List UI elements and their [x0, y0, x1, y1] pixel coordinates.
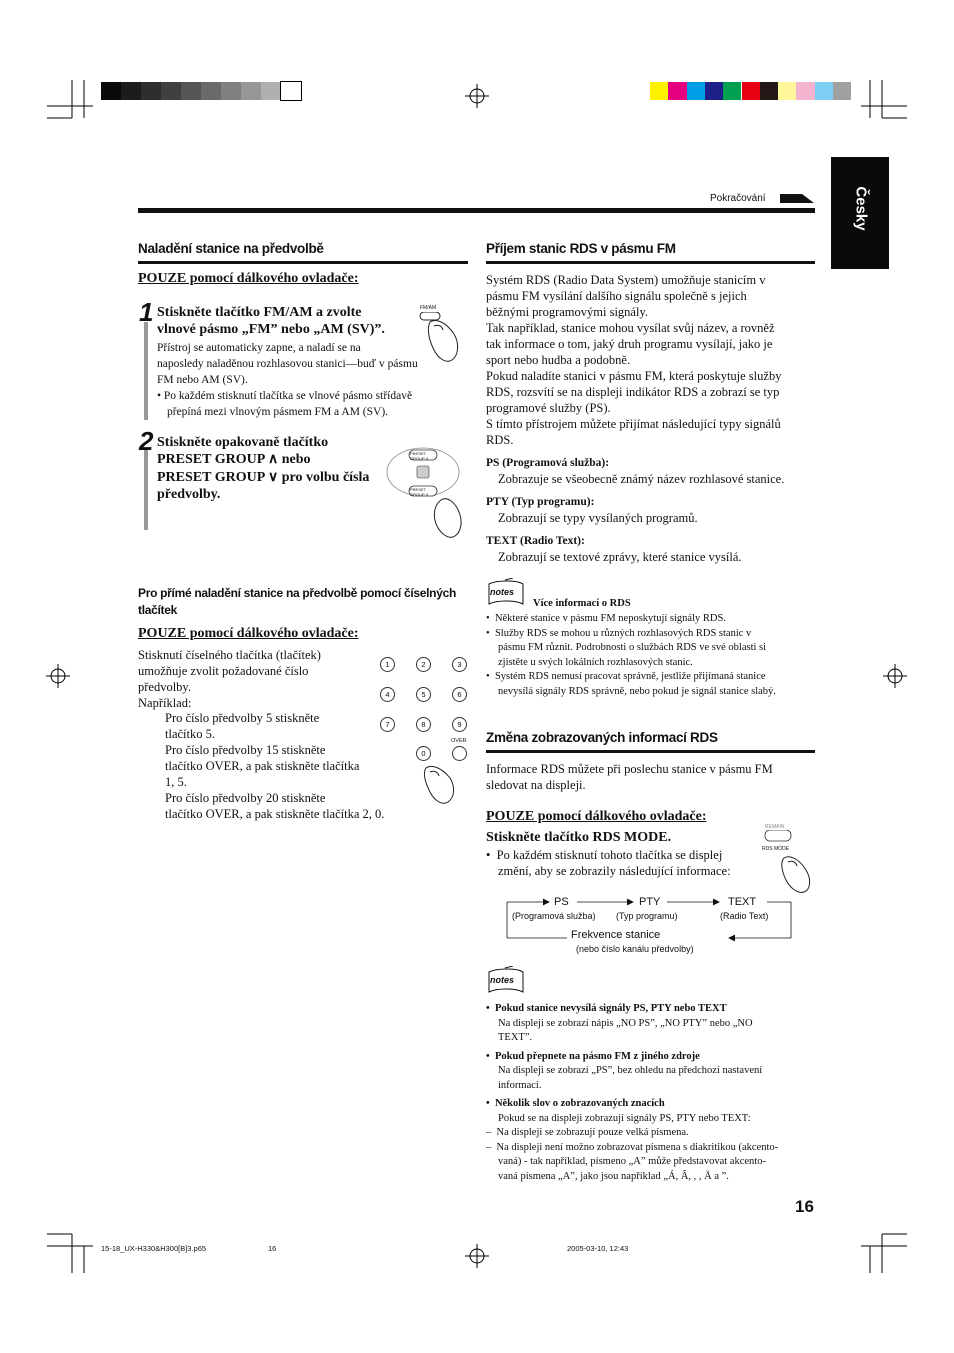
step1-bullet-line2: přepíná mezi vlnovým pásmem FM a AM (SV). — [167, 406, 389, 418]
direct-heading-line2: tlačítek — [138, 603, 177, 617]
notes2-line: Na displeji se zobrazí nápis „NO PS”, „NO PTY” nebo „NO — [498, 1017, 753, 1029]
over-key — [452, 746, 467, 761]
ps-term: PS (Programová služba): — [486, 457, 610, 469]
step1-title-line1: Stiskněte tlačítko FM/AM a zvolte — [157, 305, 362, 320]
step-number-1: 1 — [139, 297, 154, 327]
flow-freq: Frekvence stanice — [571, 929, 661, 941]
color-swatch — [141, 82, 161, 100]
color-swatch — [815, 82, 833, 100]
example-line: tlačítko 5. — [165, 727, 215, 741]
direct-body-line: umožňuje zvolit požadované číslo — [138, 664, 309, 678]
number-key-2: 2 — [416, 657, 431, 672]
notes2-line: Na displeji se zobrazí „PS”, bez ohledu na předchozí nastavení — [498, 1065, 763, 1076]
notes1-item: Služby RDS se mohou u různých rozhlasových RDS stanic v — [494, 627, 752, 639]
direct-body-line: předvolby. — [138, 680, 191, 694]
notes2-title: Několik slov o zobrazovaných znacích — [494, 1098, 665, 1109]
rds-mode-label: RDS MODE — [762, 846, 789, 852]
color-swatch — [261, 82, 281, 100]
step2-line2: PRESET GROUP ∧ nebo — [157, 452, 311, 467]
fm-am-button-label: FM/AM — [420, 305, 437, 311]
color-swatch — [281, 82, 301, 100]
notes-icon — [487, 578, 525, 606]
color-swatch — [121, 82, 141, 100]
heading-rule — [138, 261, 468, 264]
examples — [165, 710, 384, 822]
notes1-item: Některé stanice v pásmu FM neposkytují signály RDS. — [494, 613, 726, 624]
notes1-item-cont: nevysílá signály RDS správně, nebo pokud je signál stanice slabý. — [498, 685, 776, 697]
continuation-arrow-icon — [780, 189, 816, 205]
text-desc: Zobrazují se textové zprávy, které stanice vysílá. — [498, 550, 742, 564]
notes1-item: Systém RDS nemusí pracovat správně, jestliže přijímaná stanice — [494, 671, 766, 682]
color-swatch — [668, 82, 686, 100]
notes-label: notes — [490, 975, 515, 985]
page-number: 16 — [795, 1197, 814, 1216]
flow-ps-sub: (Programová služba) — [512, 911, 596, 921]
rds-info-line: Informace RDS můžete při poslechu stanice v pásmu FM — [486, 762, 773, 776]
language-tab-label: Česky — [852, 186, 870, 231]
color-swatch — [705, 82, 723, 100]
rds-intro-line: RDS, rozsvítí se na displeji indikátor RDS a zobrazí se typ — [486, 385, 780, 399]
remote-only-label-2: POUZE pomocí dálkového ovladače: — [138, 626, 359, 641]
notes-label: notes — [490, 587, 515, 597]
flow-freq-sub: (nebo číslo kanálu předvolby) — [576, 944, 694, 954]
flow-ps: PS — [554, 896, 569, 908]
rds-intro-line: programové služby (PS). — [486, 401, 611, 415]
example-line: 1, 5. — [165, 775, 187, 789]
notes2-title: Pokud přepnete na pásmo FM z jiného zdroje — [494, 1050, 700, 1062]
rds-bullet-line1: Po každém stisknutí tohoto tlačítka se displej — [496, 848, 723, 862]
rds-info — [486, 761, 773, 793]
remote-only-label: POUZE pomocí dálkového ovladače: — [138, 271, 359, 286]
registration-mark-top — [465, 84, 489, 108]
text-term: TEXT (Radio Text): — [486, 535, 585, 547]
finger-press-icon — [418, 762, 468, 806]
flow-pty: PTY — [639, 896, 661, 908]
dash-line-cont: vaná) - tak například, písmeno „A” může představovat akcento- — [498, 1156, 766, 1167]
color-swatch — [181, 82, 201, 100]
direct-tuning-heading — [138, 585, 456, 619]
number-key-3: 3 — [452, 657, 467, 672]
color-swatch — [742, 82, 760, 100]
color-swatch — [241, 82, 261, 100]
direct-body-line: Například: — [138, 696, 192, 710]
step-number-2: 2 — [139, 426, 154, 456]
step1-bullet-line1: Po každém stisknutí tlačítka se vlnové pásmo střídavě — [163, 390, 413, 402]
notes-icon — [487, 966, 525, 994]
color-swatch — [760, 82, 778, 100]
number-key-1: 1 — [380, 657, 395, 672]
continuation-label: Pokračování — [710, 193, 766, 204]
rds-intro-line: tak informace o tom, jaký druh programu vysílají, jako je — [486, 337, 773, 351]
step1-body-line: Přístroj se automaticky zapne, a naladí se na — [157, 342, 361, 354]
footer-file: 15-18_UX-H330&H300[B]3.p65 — [101, 1244, 207, 1253]
color-swatch — [650, 82, 668, 100]
color-swatch — [101, 82, 121, 100]
rds-intro-line: Tak například, stanice mohou vysílat svůj název, a rovněž — [486, 321, 775, 335]
section-heading-rds: Příjem stanic RDS v pásmu FM — [486, 241, 676, 256]
registration-mark-left — [46, 664, 70, 688]
pty-term: PTY (Typ programu): — [486, 496, 595, 508]
rds-intro-line: S tímto přístrojem můžete přijímat následující typy signálů — [486, 417, 781, 431]
color-swatch — [221, 82, 241, 100]
rds-intro — [486, 272, 781, 448]
top-rule — [138, 208, 815, 213]
color-swatch — [161, 82, 181, 100]
notes2-list: • Pokud stanice nevysílá signály PS, PTY nebo TEXT Na displeji se zobrazí nápis „NO PS”, „NO PTY” nebo „NO TEXT”. • Pokud přepnete na pásmo FM z jiného zdroje Na displeji se zobrazí „PS”, bez ohledu na předchozí nastavení informací. • Několik slov o zobrazovaných znacích Pokud se na displeji zobrazují signály PS, PTY nebo TEXT: – Na displeji se zobrazují pouze velká písmena. – Na displeji není možno zobrazovat písmena s diakritikou (akcento- vaná) - tak například, písmeno „A” může představovat akcento- vaná písmena „A”, jako jsou například „Á, Â, , , Ä a ”. — [486, 1002, 816, 1184]
example-line: tlačítko OVER, a pak stiskněte tlačítka 2, 0. — [165, 807, 385, 821]
flow-text: TEXT — [728, 896, 757, 908]
color-swatch — [833, 82, 851, 100]
rds-intro-line: Systém RDS (Radio Data System) umožňuje stanicím v — [486, 273, 766, 287]
remote-only-label-3: POUZE pomocí dálkového ovladače: — [486, 809, 707, 824]
direct-heading-line1: Pro přímé naladění stanice na předvolbě pomocí číselných — [138, 586, 456, 600]
number-key-5: 5 — [416, 687, 431, 702]
step2-line4: předvolby. — [157, 487, 221, 502]
color-swatch — [796, 82, 814, 100]
fm-am-button-press-icon — [416, 312, 466, 364]
step2-line3: PRESET GROUP ∨ pro volbu čísla — [157, 470, 370, 485]
notes1-title: Více informací o RDS — [533, 598, 631, 609]
step1-body-line: FM nebo AM (SV). — [157, 374, 248, 386]
step1-bullet: • Po každém stisknutí tlačítka se vlnové pásmo střídavě přepíná mezi vlnovým pásmem FM a AM (SV). — [157, 390, 413, 418]
rds-intro-line: pásmu FM vysílání dalšího signálu společně s jejich — [486, 289, 747, 303]
footer-page: 16 — [268, 1244, 277, 1253]
number-key-6: 6 — [452, 687, 467, 702]
dash-line: Na displeji se zobrazují pouze velká písmena. — [496, 1127, 689, 1138]
example-line: Pro číslo předvolby 20 stiskněte — [165, 791, 326, 805]
press-rds-mode: Stiskněte tlačítko RDS MODE. — [486, 830, 672, 845]
number-key-0: 0 — [416, 746, 431, 761]
over-key-label: OVER — [451, 738, 467, 744]
direct-body-line: Stisknutí číselného tlačítka (tlačítek) — [138, 648, 321, 662]
notes1-item-cont: pásmu FM různit. Podrobnosti o službách RDS ve své oblasti si — [498, 642, 767, 653]
registration-mark-right — [883, 664, 907, 688]
step1-title-line2: vlnové pásmo „FM” nebo „AM (SV)”. — [157, 322, 385, 337]
number-key-9: 9 — [452, 717, 467, 732]
step-bar-1 — [144, 322, 148, 420]
pty-desc: Zobrazují se typy vysílaných programů. — [498, 511, 698, 525]
rds-intro-line: sport nebo hudba a podobně. — [486, 353, 631, 367]
ps-desc: Zobrazuje se všeobecně známý název rozhlasové stanice. — [498, 472, 785, 486]
rds-mode-button-icon — [762, 830, 818, 894]
notes1-item-cont: zjistěte u svých lokálních rozhlasových stanic. — [498, 656, 693, 668]
example-line: Pro číslo předvolby 5 stiskněte — [165, 711, 320, 725]
notes2-title: Pokud stanice nevysílá signály PS, PTY nebo TEXT — [494, 1003, 727, 1014]
rds-bullet: • Po každém stisknutí tohoto tlačítka se displej změní, aby se zobrazily následující informace: — [486, 848, 731, 878]
rds-intro-line: Pokud naladíte stanici v pásmu FM, která poskytuje služby — [486, 369, 782, 383]
step2-line1: Stiskněte opakovaně tlačítko — [157, 435, 329, 450]
notes2-line: TEXT”. — [498, 1032, 533, 1043]
dash-line: Na displeji není možno zobrazovat písmena s diakritikou (akcento- — [496, 1141, 779, 1153]
dash-line-cont: vaná písmena „A”, jako jsou například „Á, Â, , , Ä a ”. — [498, 1170, 729, 1182]
heading-rule-rds-change — [486, 750, 815, 753]
rds-intro-line: RDS. — [486, 433, 514, 447]
color-swatch — [723, 82, 741, 100]
example-line: tlačítko OVER, a pak stiskněte tlačítka — [165, 759, 360, 773]
color-swatch — [778, 82, 796, 100]
flow-pty-sub: (Typ programu) — [616, 911, 678, 921]
number-key-8: 8 — [416, 717, 431, 732]
registration-mark-bottom — [465, 1244, 489, 1268]
step-bar-2 — [144, 448, 148, 530]
notes2-line: Pokud se na displeji zobrazují signály PS, PTY nebo TEXT: — [498, 1112, 751, 1124]
section-heading-rds-change: Změna zobrazovaných informací RDS — [486, 730, 718, 745]
remain-label: REMAIN — [765, 824, 785, 830]
number-key-7: 7 — [380, 717, 395, 732]
notes1-list: • Některé stanice v pásmu FM neposkytují signály RDS. • Služby RDS se mohou u různých rozhlasových RDS stanic v pásmu FM různit. Podrobnosti o službách RDS ve své oblasti si zjistěte u svých lokálních rozhlasových stanic. • Systém RDS nemusí pracovat správně, jestliže přijímaná stanice nevysílá signály RDS správně, nebo pokud je signál stanice slabý. — [486, 612, 816, 699]
rds-bullet-line2: změní, aby se zobrazily následující informace: — [498, 864, 731, 878]
rds-intro-line: běžnými programovými signály. — [486, 305, 649, 319]
notes2-line: informací. — [498, 1079, 542, 1091]
rds-info-line: sledovat na displeji. — [486, 778, 586, 792]
section-heading-preset: Naladění stanice na předvolbě — [138, 241, 324, 256]
preset-down-label: PRESET GROUP ∨ — [410, 487, 429, 497]
direct-body — [138, 647, 321, 711]
preset-up-label: PRESET GROUP ∧ — [410, 451, 429, 461]
example-line: Pro číslo předvolby 15 stiskněte — [165, 743, 326, 757]
step1-body-line: naposledy naladěnou rozhlasovou stanici—buď v pásmu — [157, 358, 418, 370]
color-swatch — [687, 82, 705, 100]
color-swatch — [201, 82, 221, 100]
number-key-4: 4 — [380, 687, 395, 702]
flow-text-sub: (Radio Text) — [720, 911, 769, 921]
footer-date: 2005-03-10, 12:43 — [567, 1244, 629, 1253]
heading-rule-rds — [486, 261, 815, 264]
